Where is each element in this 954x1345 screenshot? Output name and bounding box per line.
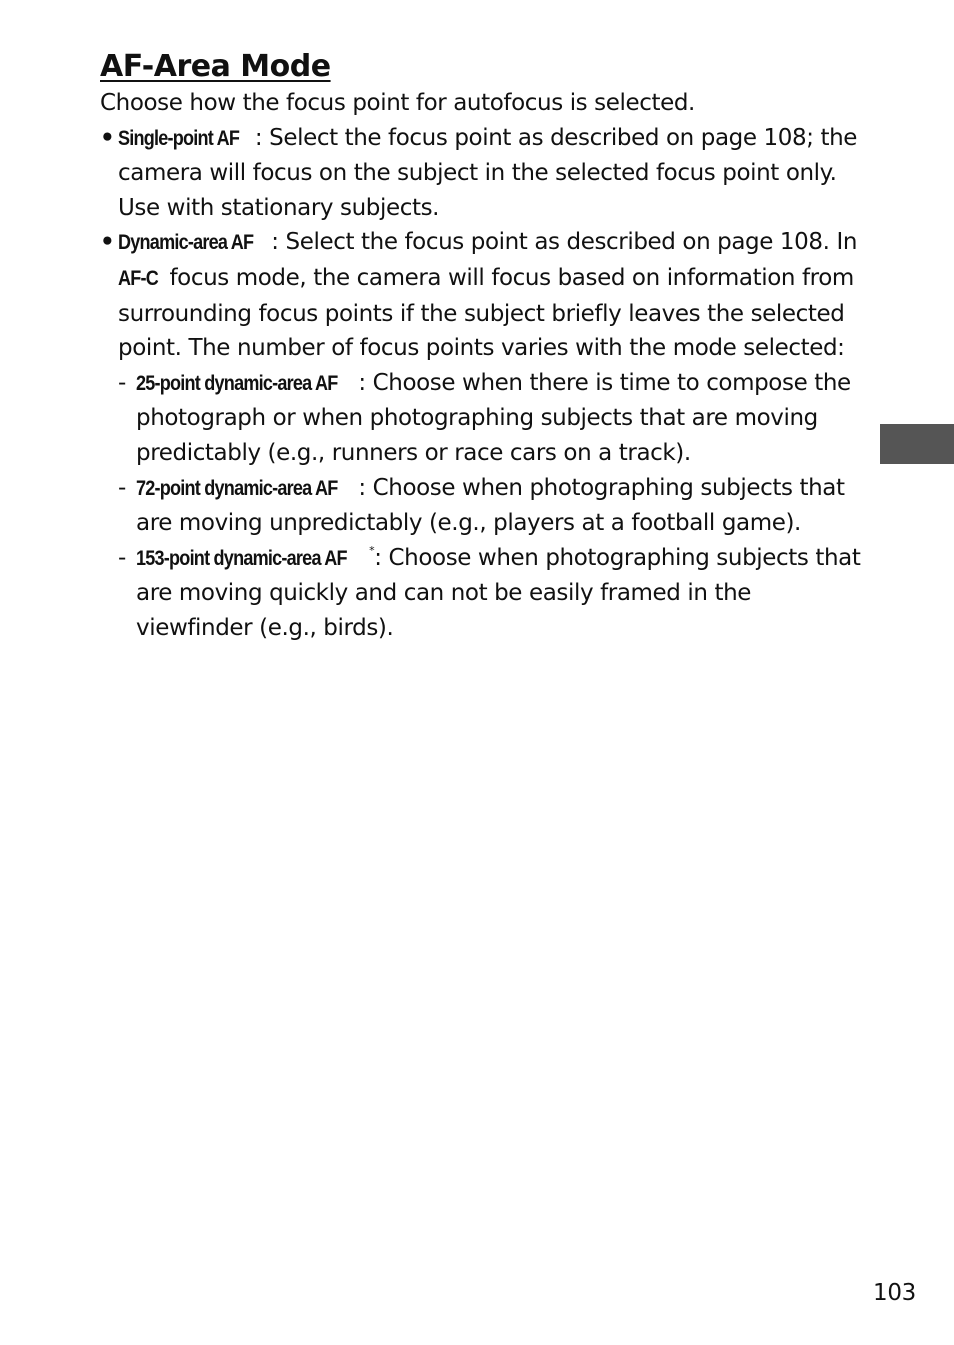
dash-icon: - bbox=[118, 369, 126, 396]
description-single-point-af: : Select the focus point as described on page 108; the camera will focus on the subject in the selected focus point only. Use with stationary subjects. bbox=[118, 124, 858, 221]
sublist-item-72-point bbox=[118, 471, 862, 541]
footnote-mark: * bbox=[369, 543, 375, 557]
term-25-point: 25-point dynamic-area AF bbox=[136, 371, 338, 395]
list-item-single-point bbox=[100, 121, 862, 226]
description-prefix: In bbox=[836, 229, 858, 256]
term-single-point-af: Single-point AF bbox=[118, 126, 240, 150]
description-25-point: : Choose when there is time to compose the photograph or when photographing subjects that are moving predictably (e.g., runners or race cars on a track). bbox=[136, 369, 851, 466]
document-body bbox=[100, 48, 862, 646]
sublist-item-153-point bbox=[118, 541, 862, 646]
bullet-icon: • bbox=[100, 229, 115, 256]
bullet-icon: • bbox=[100, 124, 115, 151]
dynamic-area-sublist bbox=[118, 366, 862, 646]
intro-text: Choose how the focus point for autofocus is selected. bbox=[100, 90, 695, 116]
list-item-dynamic-area bbox=[100, 225, 862, 645]
term-72-point: 72-point dynamic-area AF bbox=[136, 476, 338, 500]
description-dynamic-area-af: : Select the focus point as described on page 108. bbox=[271, 229, 830, 256]
section-tab-marker bbox=[880, 424, 954, 464]
sublist-item-25-point bbox=[118, 366, 862, 471]
description-72-point: : Choose when photographing subjects that are moving unpredictably (e.g., players at a football game). bbox=[136, 474, 845, 537]
dash-icon: - bbox=[118, 544, 126, 571]
description-153-point: : Choose when photographing subjects that are moving quickly and can not be easily framed in the viewfinder (e.g., birds). bbox=[136, 544, 861, 641]
term-af-c: AF-C bbox=[118, 266, 159, 290]
term-dynamic-area-af: Dynamic-area AF bbox=[118, 231, 254, 255]
dash-icon: - bbox=[118, 474, 126, 501]
term-153-point: 153-point dynamic-area AF bbox=[136, 546, 347, 570]
page-title: AF-Area Mode bbox=[100, 49, 331, 84]
description-suffix: focus mode, the camera will focus based on information from surrounding focus points if the subject briefly leaves the selected point. The number of focus points varies with the mode selected: bbox=[118, 264, 854, 362]
af-mode-list bbox=[100, 121, 862, 646]
page-number: 103 bbox=[873, 1280, 916, 1306]
